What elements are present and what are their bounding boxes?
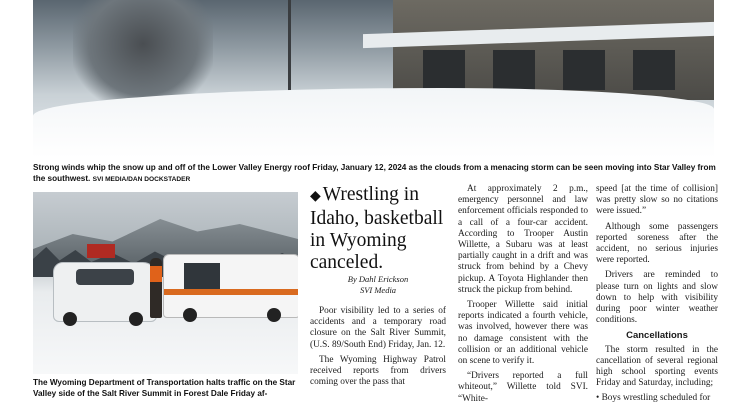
top-photo-caption bbox=[33, 162, 717, 185]
worker bbox=[150, 258, 162, 318]
left-photo bbox=[33, 192, 298, 374]
truck-door bbox=[184, 263, 220, 289]
byline-org: SVI Media bbox=[359, 285, 397, 295]
paragraph: Poor visibility led to a series of accidents and a temporary road closure on the Salt River Summit, (U.S. 89/South End) Friday, Jan. 12. bbox=[310, 306, 446, 350]
roof-light-bar bbox=[87, 244, 115, 258]
paragraph: “Drivers reported a full whiteout,” Willette told SVI. “White- bbox=[458, 371, 588, 404]
window bbox=[423, 50, 465, 90]
article-headline bbox=[310, 184, 446, 274]
window bbox=[493, 50, 535, 90]
paragraph: Trooper Willette said initial reports indicated a fourth vehicle, was involved, however there was no damage consistent with the collision or an additional vehicle on scene to verify it. bbox=[458, 300, 588, 367]
snowbank bbox=[33, 88, 714, 158]
photo-credit: SVI MEDIA/DAN DOCKSTADER bbox=[92, 176, 191, 183]
wheel bbox=[267, 308, 281, 322]
subhead-cancellations: Cancellations bbox=[626, 330, 688, 342]
article-column-3 bbox=[596, 184, 718, 405]
wheel bbox=[129, 312, 143, 326]
window bbox=[633, 50, 675, 90]
diamond-icon: ◆ bbox=[310, 189, 321, 204]
safety-vest bbox=[150, 266, 162, 282]
wheel bbox=[183, 308, 197, 322]
headline-text: Wrestling in Idaho, basketball in Wyoming canceled. bbox=[310, 184, 444, 273]
building bbox=[393, 0, 714, 100]
orange-stripe bbox=[164, 289, 298, 295]
left-photo-caption: The Wyoming Department of Transportation halts traffic on the Star Valley side of the Salt River Summit in Forest Dale Friday af- bbox=[33, 378, 296, 398]
paragraph: Although some passengers reported soreness after the accident, no serious injuries were reported. bbox=[596, 221, 718, 266]
top-photo bbox=[33, 0, 714, 158]
window bbox=[563, 50, 605, 90]
wheel bbox=[63, 312, 77, 326]
paragraph: The Wyoming Highway Patrol received reports from drivers coming over the pass that bbox=[310, 354, 446, 388]
car-window bbox=[76, 269, 134, 285]
paragraph: speed [at the time of collision] was pretty slow so no citations were issued.” bbox=[596, 184, 718, 217]
paragraph: At approximately 2 p.m., emergency personnel and law enforcement officials responded to a call of a four-car accident. According to Trooper Austin Willette, a Subaru was at least partially caught in a drift and was struck from behind by a Chevy pickup. A Toyota Highlander then struck the pickup from behind. bbox=[458, 184, 588, 295]
top-caption-text: Strong winds whip the snow up and off of the Lower Valley Energy roof Friday, January 12, 2024 as the clouds from a menacing storm can be seen moving into Star Valley from the southwest. bbox=[33, 163, 716, 183]
bullet-item: • Boys wrestling scheduled for bbox=[596, 393, 711, 404]
byline-name: By Dahl Erickson bbox=[347, 274, 409, 284]
paragraph: The storm resulted in the cancellation of several regional high school sporting events Friday and Saturday, including; bbox=[596, 344, 718, 389]
paragraph: Drivers are reminded to please turn on lights and slow down to help with visibility during poor winter weather conditions. bbox=[596, 270, 718, 326]
article-column-2 bbox=[458, 184, 588, 409]
light-pole bbox=[288, 0, 291, 100]
article-column-1 bbox=[310, 306, 446, 392]
